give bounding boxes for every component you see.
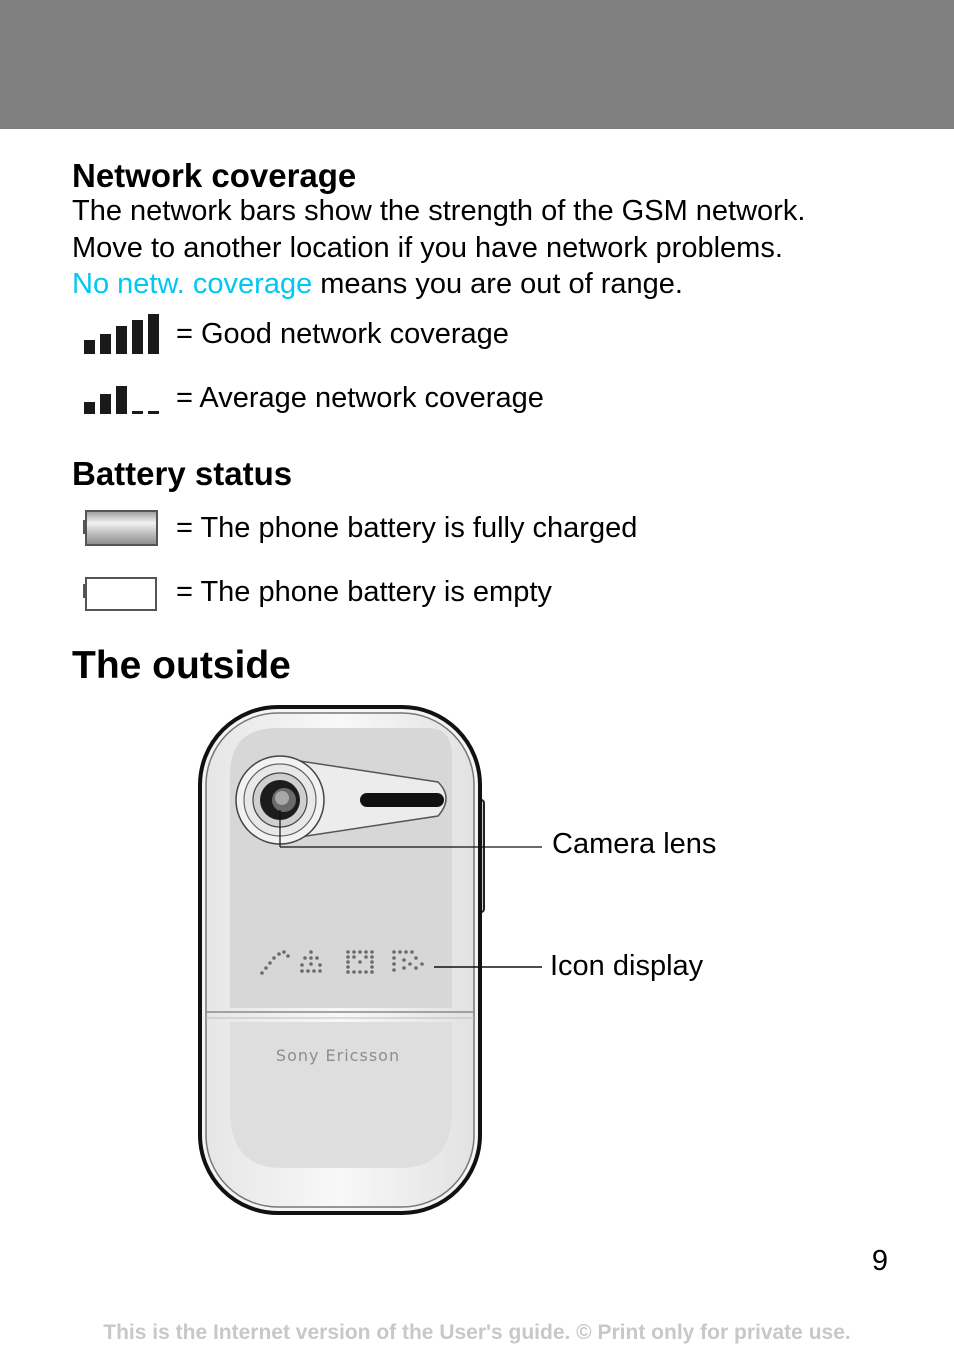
network-description: [72, 193, 892, 303]
battery-full-icon: [82, 506, 162, 550]
no-coverage-term: No netw. coverage: [72, 268, 313, 300]
signal-average-icon: [82, 376, 162, 420]
footer-notice: This is the Internet version of the User's guide. © Print only for private use.: [103, 1321, 851, 1344]
network-line-3: [72, 266, 892, 303]
legend-good-network: [82, 312, 782, 358]
legend-battery-empty-label: = The phone battery is empty: [176, 576, 552, 608]
battery-empty-icon: [82, 570, 162, 614]
network-heading: Network coverage: [72, 157, 357, 194]
icon-display-label: Icon display: [550, 950, 704, 982]
brand-logo-text: Sony Ericsson: [275, 1046, 401, 1065]
battery-heading: Battery status: [72, 455, 293, 492]
camera-lens-label: Camera lens: [552, 828, 717, 860]
header-band: [0, 0, 954, 129]
legend-average-network: [82, 376, 782, 422]
legend-battery-full-label: = The phone battery is fully charged: [176, 512, 638, 544]
outside-heading: The outside: [72, 644, 291, 687]
network-line-1: The network bars show the strength of the GSM network.: [72, 195, 806, 227]
legend-battery-full: [82, 506, 782, 552]
legend-average-network-label: = Average network coverage: [176, 382, 544, 414]
signal-full-icon: [82, 312, 162, 356]
legend-good-network-label: = Good network coverage: [176, 318, 509, 350]
network-line-2: Move to another location if you have network problems.: [72, 231, 783, 264]
legend-battery-empty: [82, 570, 782, 616]
page-number: 9: [871, 1245, 888, 1277]
no-coverage-rest: means you are out of range.: [312, 268, 683, 300]
phone-back-illustration: [190, 700, 570, 1220]
